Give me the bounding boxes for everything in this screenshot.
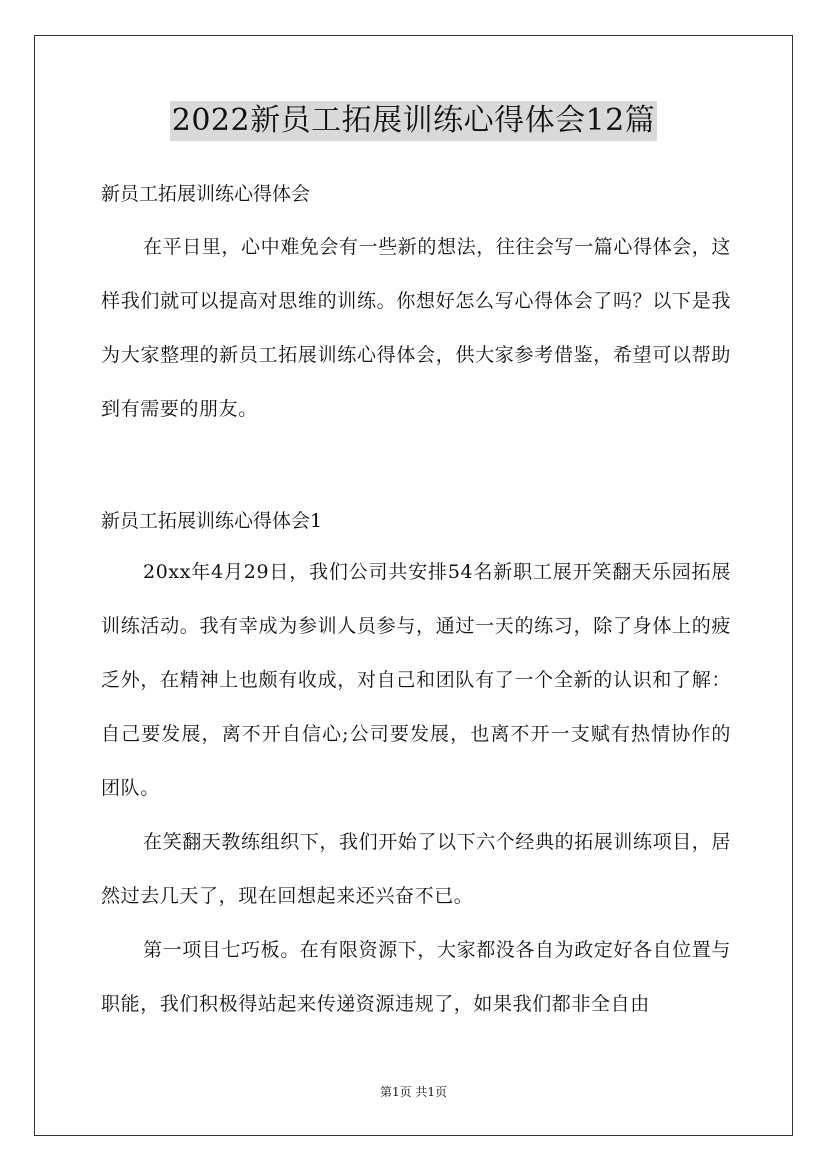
section-heading: 新员工拓展训练心得体会 xyxy=(101,183,311,205)
body-paragraph: 20xx年4月29日，我们公司共安排54名新职工展开笑翻天乐园拓展训练活动。我有幸成为参训人员参与，通过一天的练习，除了身体上的疲乏外，在精神上也颇有收成，对自己和团队有了一个全新的认识和了解：自己要发展，离不开自信心;公司要发展，也离不开一支赋有热情协作的团队。 xyxy=(101,561,731,799)
body-paragraph: 在笑翻天教练组织下，我们开始了以下六个经典的拓展训练项目，居然过去几天了，现在回想起来还兴奋不已。 xyxy=(101,831,732,907)
document-title: 2022新员工拓展训练心得体会12篇 xyxy=(170,101,658,141)
title-container xyxy=(0,101,827,141)
intro-paragraph: 在平日里，心中难免会有一些新的想法，往往会写一篇心得体会，这样我们就可以提高对思维的训练。你想好怎么写心得体会了吗？以下是我为大家整理的新员工拓展训练心得体会，供大家参考借鉴，希望可以帮助到有需要的朋友。 xyxy=(101,236,732,420)
body-paragraph: 第一项目七巧板。在有限资源下，大家都没各自为政定好各自位置与职能，我们积极得站起来传递资源违规了，如果我们都非全自由 xyxy=(101,939,732,1015)
page-footer: 第1页 共1页 xyxy=(379,1085,448,1099)
essay-heading: 新员工拓展训练心得体会1 xyxy=(101,510,323,532)
